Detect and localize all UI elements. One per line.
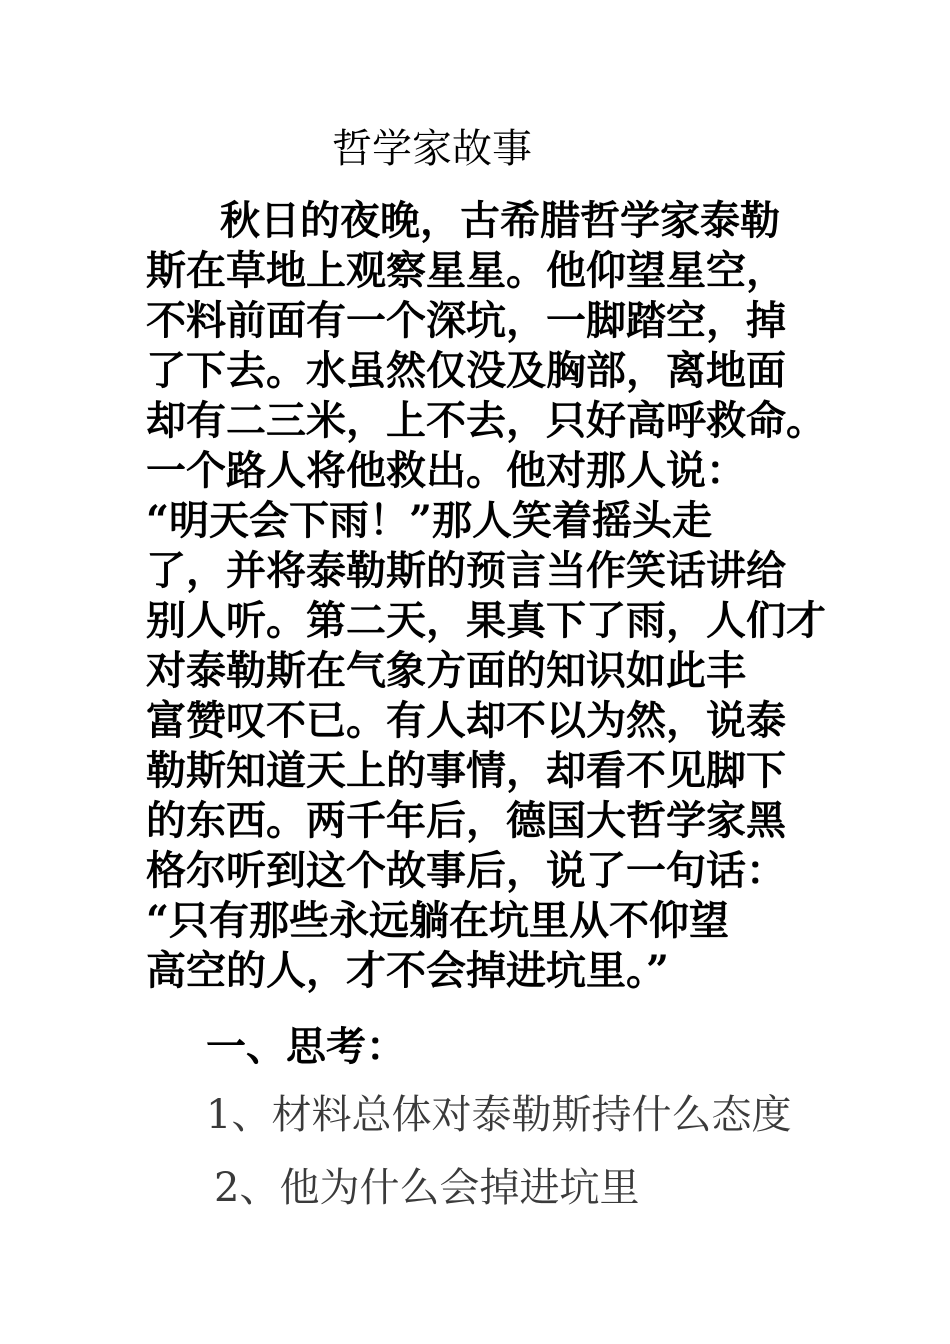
story-paragraph [146,196,826,996]
story-line: 了下去。水虽然仅没及胸部，离地面 [146,347,786,394]
document-title: 哲学家故事 [332,126,532,172]
story-line: 一个路人将他救出。他对那人说： [146,447,746,494]
section-heading: 一、思考： [206,1023,406,1070]
story-line: 秋日的夜晚，古希腊哲学家泰勒 [220,197,780,244]
story-line: 斯在草地上观察星星。他仰望星空， [146,247,786,294]
story-line: 格尔听到这个故事后，说了一句话： [146,847,786,894]
story-line: 高空的人，才不会掉进坑里。” [146,947,670,994]
story-line: 了，并将泰勒斯的预言当作笑话讲给 [146,547,786,594]
question-1: 1、材料总体对泰勒斯持什么态度 [206,1092,792,1138]
story-line: 的东西。两千年后，德国大哲学家黑 [146,797,786,844]
question-2: 2、他为什么会掉进坑里 [214,1165,640,1211]
story-line: 却有二三米，上不去，只好高呼救命。 [146,397,826,444]
story-line: 对泰勒斯在气象方面的知识如此丰 [146,647,746,694]
story-line: 勒斯知道天上的事情，却看不见脚下 [146,747,786,794]
story-line: 别人听。第二天，果真下了雨，人们才 [146,597,826,644]
story-line: “明天会下雨！”那人笑着摇头走 [146,497,713,544]
story-line: “只有那些永远躺在坑里从不仰望 [146,897,730,944]
story-line: 富赞叹不已。有人却不以为然，说泰 [146,697,786,744]
story-line: 不料前面有一个深坑，一脚踏空，掉 [146,297,786,344]
